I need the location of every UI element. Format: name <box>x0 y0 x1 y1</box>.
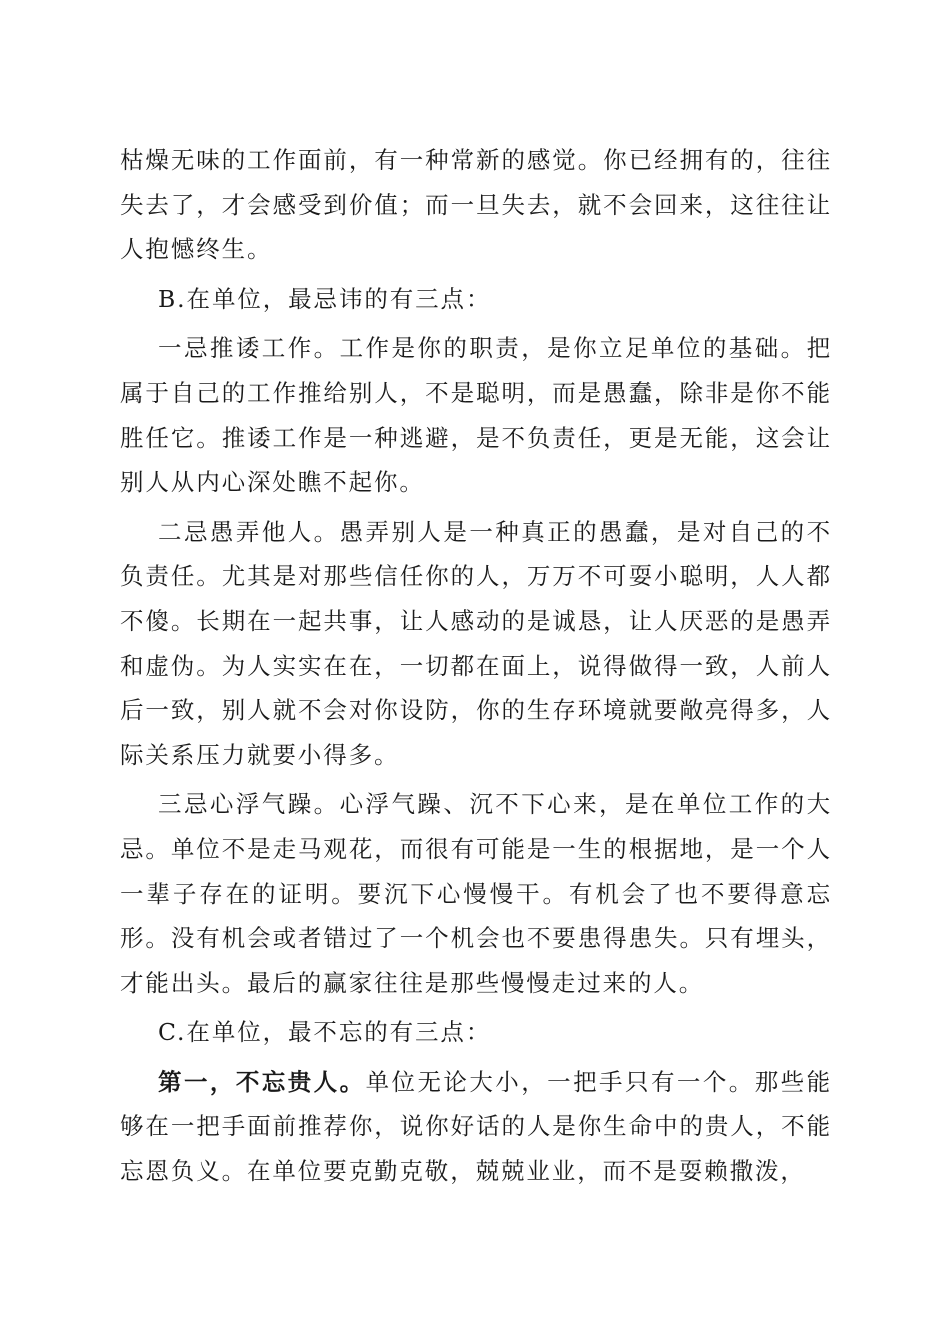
section-heading-c: C.在单位，最不忘的有三点： <box>158 1018 492 1047</box>
paragraph: 三忌心浮气躁。心浮气躁、沉不下心来，是在单位工作的大忌。单位不是走马观花，而很有可能是一生的根据地，是一个人一辈子存在的证明。要沉下心慢慢干。有机会了也不要得意忘形。没有机会或者错过了一个机会也不要患得患失。只有埋头，才能出头。最后的赢家往往是那些慢慢走过来的人。 <box>120 790 832 997</box>
paragraph: 二忌愚弄他人。愚弄别人是一种真正的愚蠢，是对自己的不负责任。尤其是对那些信任你的人，万万不可耍小聪明，人人都不傻。长期在一起共事，让人感动的是诚恳，让人厌恶的是愚弄和虚伪。为人实实在在，一切都在面上，说得做得一致，人前人后一致，别人就不会对你设防，你的生存环境就要敞亮得多，人际关系压力就要小得多。 <box>120 517 832 769</box>
paragraph: 一忌推诿工作。工作是你的职责，是你立足单位的基础。把属于自己的工作推给别人，不是聪明，而是愚蠢，除非是你不能胜任它。推诿工作是一种逃避，是不负责任，更是无能，这会让别人从内心深处瞧不起你。 <box>120 334 832 497</box>
paragraph-text: 单位无论大小，一把手只有一个。那些能够在一把手面前推荐你，说你好话的人是你生命中的贵人，不能忘恩负义。在单位要克勤克敬，兢兢业业，而不是耍赖撒泼， <box>120 1067 833 1186</box>
paragraph: 枯燥无味的工作面前，有一种常新的感觉。你已经拥有的，往往失去了，才会感受到价值；而一旦失去，就不会回来，这往往让人抱憾终生。 <box>120 146 832 264</box>
paragraph-lead: 第一，不忘贵人。 <box>158 1067 366 1096</box>
document-body <box>120 138 832 1194</box>
paragraph <box>120 1060 832 1194</box>
section-heading-b: B.在单位，最忌讳的有三点： <box>158 284 492 313</box>
